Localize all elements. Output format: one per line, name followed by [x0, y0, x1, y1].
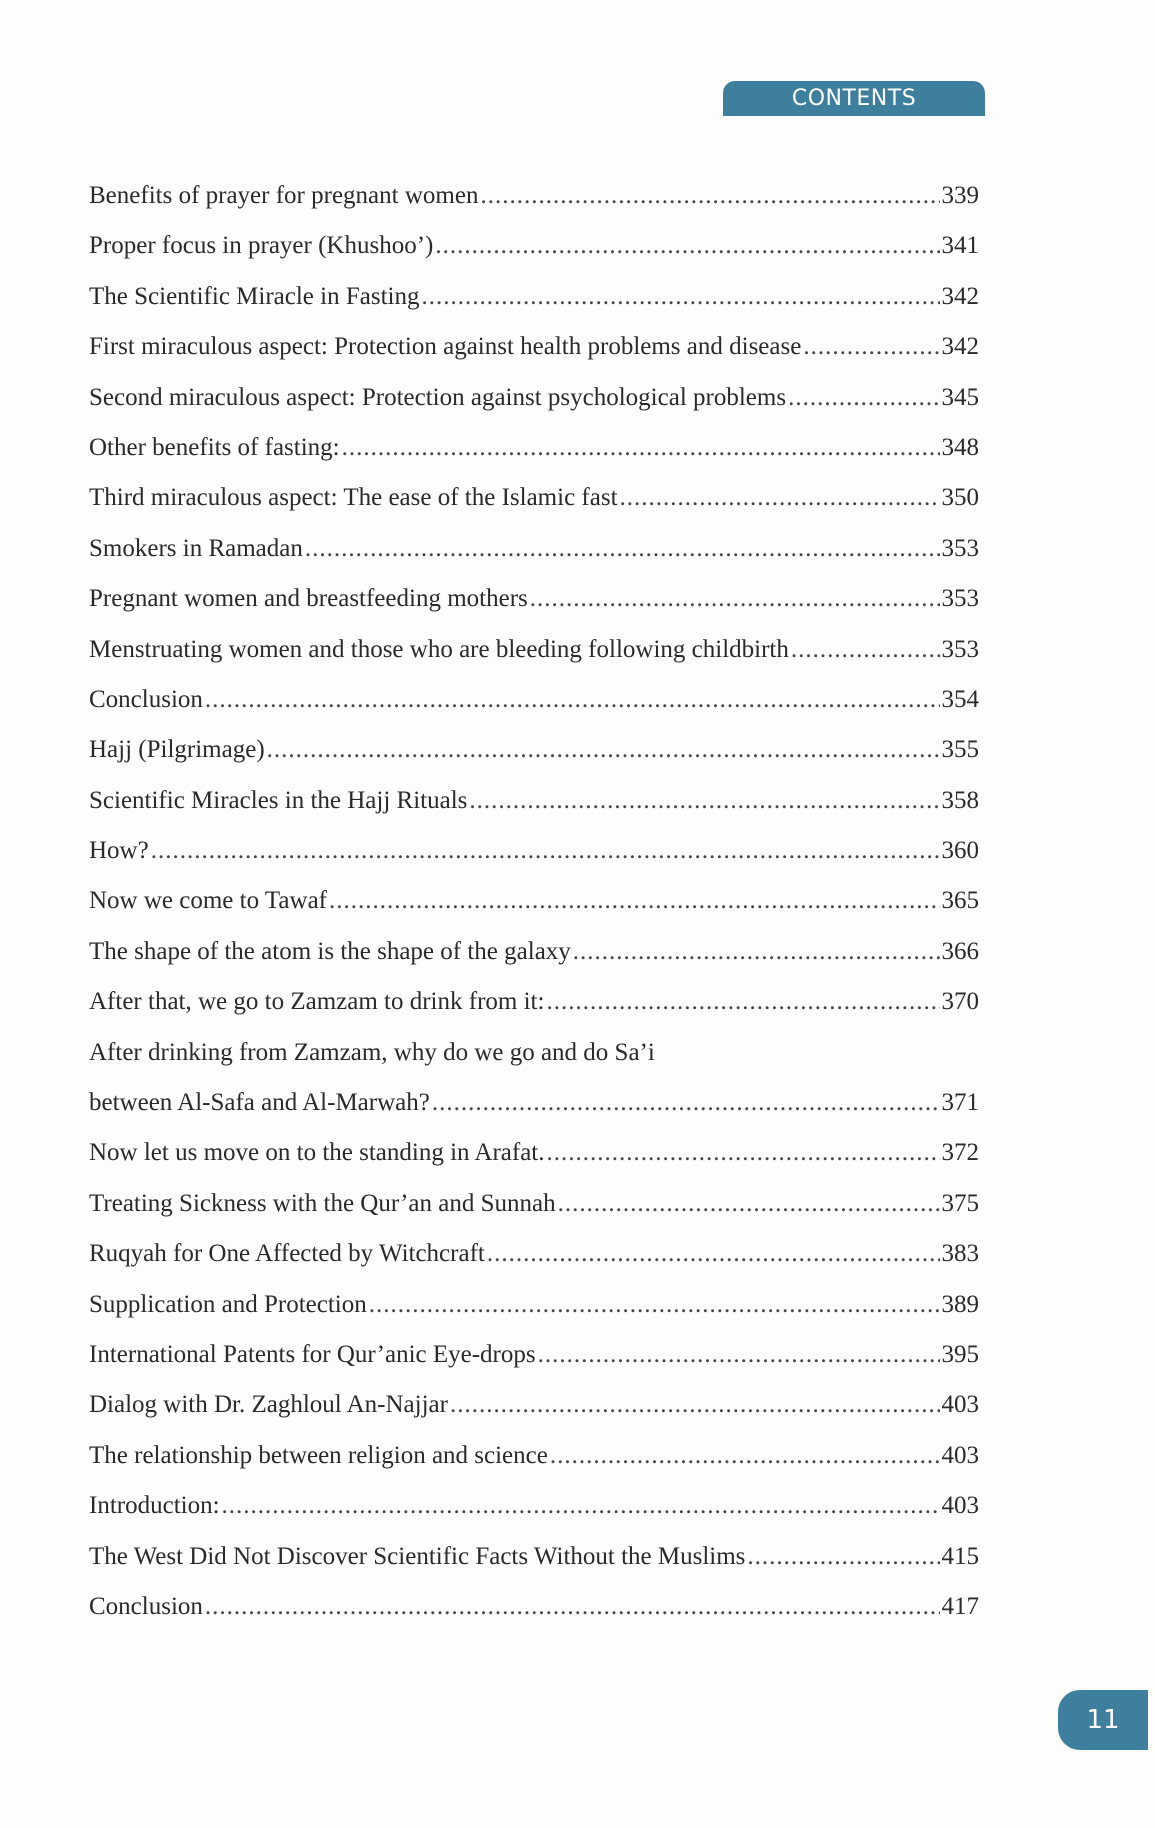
table-of-contents: [89, 182, 979, 1643]
toc-entry[interactable]: [89, 787, 979, 837]
toc-entry[interactable]: [89, 1593, 979, 1643]
toc-entry-page: 403: [941, 1441, 979, 1469]
dot-leader: [205, 1593, 940, 1621]
dot-leader: [432, 1089, 940, 1117]
toc-entry[interactable]: [89, 1543, 979, 1593]
toc-entry-title: Pregnant women and breastfeeding mothers: [89, 585, 528, 613]
toc-entry-page: 375: [941, 1189, 979, 1217]
dot-leader: [620, 484, 940, 512]
toc-entry[interactable]: [89, 636, 979, 686]
dot-leader: [803, 333, 939, 361]
toc-entry-title: Conclusion: [89, 685, 203, 713]
toc-entry-page: 350: [941, 484, 979, 512]
toc-entry[interactable]: [89, 988, 979, 1038]
toc-entry[interactable]: [89, 333, 979, 383]
toc-entry[interactable]: [89, 1240, 979, 1290]
dot-leader: [530, 585, 940, 613]
toc-entry-first-line: [89, 1039, 979, 1089]
toc-entry-page: 395: [941, 1340, 979, 1368]
toc-entry-page: 389: [941, 1290, 979, 1318]
toc-entry-page: 417: [941, 1592, 979, 1620]
dot-leader: [546, 988, 939, 1016]
dot-leader: [487, 1240, 940, 1268]
dot-leader: [205, 686, 940, 714]
toc-entry[interactable]: [89, 1291, 979, 1341]
toc-entry-title: Proper focus in prayer (Khushoo’): [89, 232, 434, 260]
contents-header-tab: CONTENTS: [723, 81, 985, 116]
toc-entry[interactable]: [89, 686, 979, 736]
toc-entry-title: Now let us move on to the standing in Arafat.: [89, 1139, 545, 1167]
toc-entry-title: How?: [89, 837, 149, 865]
toc-entry-page: 339: [941, 182, 979, 209]
dot-leader: [480, 182, 939, 210]
dot-leader: [573, 938, 940, 966]
toc-entry-page: 345: [941, 383, 979, 411]
toc-entry-page: 403: [941, 1492, 979, 1520]
dot-leader: [450, 1391, 940, 1419]
dot-leader: [550, 1442, 940, 1470]
toc-entry-page: 354: [941, 685, 979, 713]
toc-entry[interactable]: [89, 283, 979, 333]
dot-leader: [421, 283, 939, 311]
toc-entry-title: Hajj (Pilgrimage): [89, 736, 265, 764]
toc-entry-title: Conclusion: [89, 1592, 203, 1620]
toc-entry-title: Now we come to Tawaf: [89, 887, 327, 915]
toc-entry[interactable]: [89, 1442, 979, 1492]
toc-entry-title: The relationship between religion and science: [89, 1441, 548, 1469]
toc-entry[interactable]: [89, 1341, 979, 1391]
toc-entry-page: 370: [941, 988, 979, 1016]
dot-leader: [369, 1291, 940, 1319]
toc-entry-page: 342: [941, 282, 979, 310]
toc-entry-page: 372: [941, 1139, 979, 1167]
toc-entry-title: Smokers in Ramadan: [89, 534, 303, 562]
dot-leader: [151, 837, 940, 865]
toc-entry-title: Introduction:: [89, 1492, 220, 1520]
toc-entry-title: The Scientific Miracle in Fasting: [89, 282, 420, 310]
toc-entry-title: Dialog with Dr. Zaghloul An-Najjar: [89, 1391, 448, 1419]
toc-entry-title: First miraculous aspect: Protection against health problems and disease: [89, 333, 802, 361]
toc-entry-title: Supplication and Protection: [89, 1290, 367, 1318]
toc-entry-page: 358: [941, 786, 979, 814]
dot-leader: [469, 787, 939, 815]
toc-entry[interactable]: [89, 837, 979, 887]
toc-entry-title: Treating Sickness with the Qur’an and Sunnah: [89, 1189, 556, 1217]
dot-leader: [538, 1341, 940, 1369]
dot-leader: [267, 736, 940, 764]
toc-entry-title: Scientific Miracles in the Hajj Rituals: [89, 786, 468, 814]
toc-entry-page: 341: [941, 232, 979, 260]
toc-entry-title: Ruqyah for One Affected by Witchcraft: [89, 1240, 485, 1268]
toc-entry-page: 383: [941, 1240, 979, 1268]
toc-entry-page: 353: [941, 635, 979, 663]
toc-entry-title: Benefits of prayer for pregnant women: [89, 182, 479, 209]
toc-entry-title: After drinking from Zamzam, why do we go and do Sa’i: [89, 1038, 655, 1066]
toc-entry[interactable]: [89, 535, 979, 585]
toc-entry-title: After that, we go to Zamzam to drink from it:: [89, 988, 545, 1016]
dot-leader: [222, 1492, 940, 1520]
toc-entry-title: International Patents for Qur’anic Eye-drops: [89, 1340, 536, 1368]
toc-entry-title: Second miraculous aspect: Protection against psychological problems: [89, 383, 787, 411]
toc-entry-page: 371: [941, 1089, 979, 1117]
toc-entry-page: 342: [941, 333, 979, 361]
toc-entry[interactable]: [89, 938, 979, 988]
dot-leader: [546, 1139, 939, 1167]
dot-leader: [747, 1543, 939, 1571]
toc-entry-title: Third miraculous aspect: The ease of the Islamic fast: [89, 484, 618, 512]
toc-entry[interactable]: [89, 434, 979, 484]
toc-entry[interactable]: [89, 1391, 979, 1441]
dot-leader: [788, 384, 939, 412]
page-number-tab: 11: [1058, 1690, 1148, 1750]
dot-leader: [558, 1190, 940, 1218]
toc-entry-title: between Al-Safa and Al-Marwah?: [89, 1089, 430, 1117]
toc-entry-page: 353: [941, 585, 979, 613]
dot-leader: [329, 887, 940, 915]
toc-entry-page: 348: [941, 433, 979, 461]
toc-entry-title: The West Did Not Discover Scientific Facts Without the Muslims: [89, 1542, 746, 1570]
toc-entry[interactable]: [89, 1089, 979, 1139]
toc-entry[interactable]: [89, 1492, 979, 1542]
toc-entry-page: 366: [941, 937, 979, 965]
toc-entry[interactable]: [89, 736, 979, 786]
toc-entry[interactable]: [89, 585, 979, 635]
toc-entry[interactable]: [89, 232, 979, 282]
dot-leader: [342, 434, 940, 462]
toc-entry-page: 360: [941, 837, 979, 865]
toc-entry-title: Menstruating women and those who are bleeding following childbirth: [89, 635, 789, 663]
toc-entry-page: 415: [941, 1542, 979, 1570]
toc-entry-page: 353: [941, 534, 979, 562]
toc-entry-title: Other benefits of fasting:: [89, 433, 340, 461]
toc-entry[interactable]: [89, 1139, 979, 1189]
toc-entry-page: 355: [941, 736, 979, 764]
dot-leader: [435, 232, 939, 260]
toc-entry[interactable]: [89, 484, 979, 534]
toc-entry[interactable]: [89, 182, 979, 232]
toc-entry-title: The shape of the atom is the shape of the galaxy: [89, 937, 571, 965]
dot-leader: [791, 636, 940, 664]
dot-leader: [305, 535, 940, 563]
toc-entry[interactable]: [89, 887, 979, 937]
toc-entry[interactable]: [89, 384, 979, 434]
toc-entry[interactable]: [89, 1190, 979, 1240]
toc-entry-page: 403: [941, 1391, 979, 1419]
toc-entry-page: 365: [941, 887, 979, 915]
